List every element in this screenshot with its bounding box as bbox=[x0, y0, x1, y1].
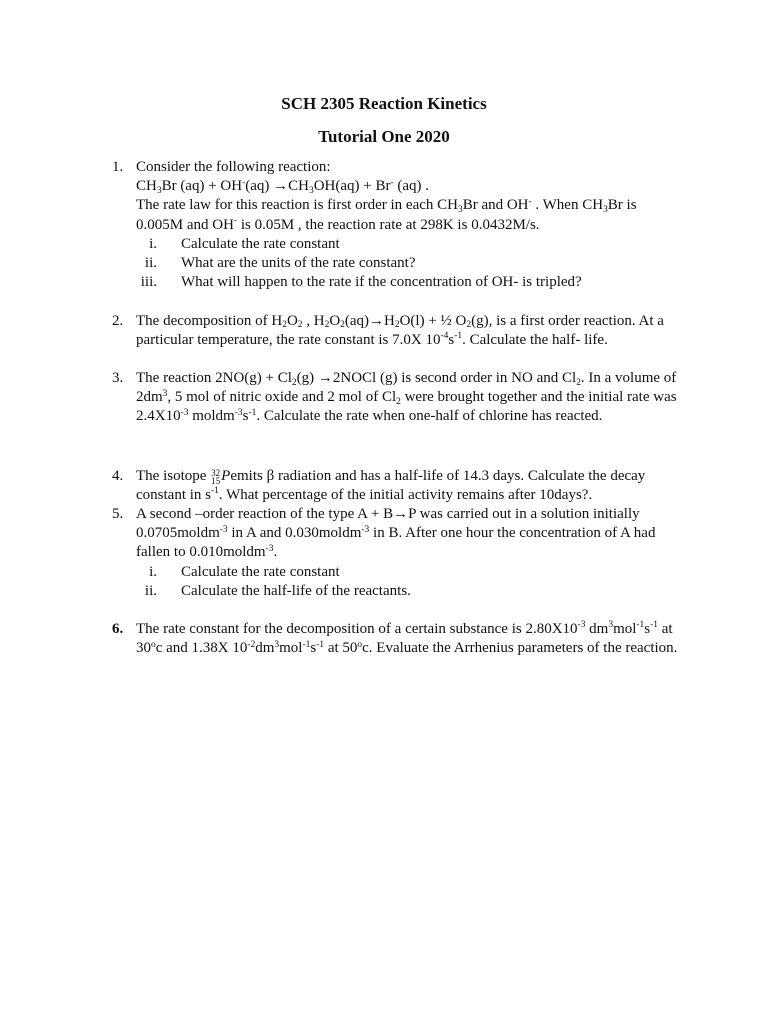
superscript: 3 bbox=[274, 639, 280, 650]
text-run: A second –order reaction of the type A + B→P was carried out in a solution initially bbox=[136, 506, 640, 522]
subscript: 2 bbox=[291, 377, 297, 388]
question-text-line bbox=[136, 639, 768, 658]
question-number: 5. bbox=[112, 506, 124, 522]
question-text-line bbox=[136, 524, 768, 543]
superscript: -3 bbox=[265, 543, 274, 554]
question-number: 2. bbox=[112, 312, 124, 329]
question-4 bbox=[0, 467, 768, 505]
question-text-line bbox=[136, 543, 768, 562]
superscript: -1 bbox=[316, 639, 325, 650]
subquestion-numeral: ii. bbox=[144, 254, 157, 271]
text-run: were brought together and the initial rate was bbox=[400, 389, 677, 406]
superscript: -2 bbox=[247, 639, 256, 650]
element-symbol: P bbox=[221, 467, 231, 484]
isotope-notation bbox=[211, 469, 220, 485]
superscript: 3 bbox=[608, 620, 614, 631]
question-6 bbox=[0, 620, 768, 658]
text-run: s bbox=[310, 640, 317, 657]
subscript: 3 bbox=[309, 186, 314, 197]
question-number: 1. bbox=[112, 159, 124, 175]
subquestion-text: What are the units of the rate constant? bbox=[181, 254, 416, 271]
text-run: O bbox=[286, 312, 298, 329]
superscript: - bbox=[242, 177, 246, 188]
subquestion-text: Calculate the rate constant bbox=[181, 563, 340, 580]
question-text-line bbox=[136, 331, 768, 350]
question-list bbox=[0, 158, 768, 659]
subquestion bbox=[136, 235, 768, 254]
question-1 bbox=[0, 158, 768, 292]
subscript: 2 bbox=[340, 320, 345, 331]
text-run: at 50 bbox=[324, 640, 358, 657]
text-run: is 0.05M , the reaction rate at 298K is 0.0432M/s. bbox=[237, 216, 540, 233]
question-5 bbox=[0, 505, 768, 601]
text-run: The isotope bbox=[136, 467, 211, 484]
text-run: (g) →2NOCl (g) is second order in NO and Cl bbox=[296, 370, 577, 387]
subquestion-text: Calculate the half-life of the reactants. bbox=[181, 582, 411, 599]
text-run: (aq)→H bbox=[344, 312, 395, 329]
text-run: Br and OH bbox=[462, 197, 529, 214]
subscript: 2 bbox=[394, 320, 400, 331]
superscript: -4 bbox=[440, 331, 449, 342]
subscript: 2 bbox=[282, 320, 287, 331]
text-run: . What percentage of the initial activity remains after 10days?. bbox=[218, 486, 593, 503]
subquestion-text: Calculate the rate constant bbox=[181, 235, 340, 252]
text-run: fallen to 0.010moldm bbox=[136, 544, 266, 561]
text-run: O bbox=[329, 312, 341, 329]
text-run: O(l) + ½ O bbox=[399, 312, 467, 329]
text-run: . Calculate the rate when one-half of chlorine has reacted. bbox=[256, 408, 603, 425]
question-number: 6. bbox=[112, 621, 124, 638]
question-text-line bbox=[136, 312, 768, 331]
subquestion bbox=[136, 563, 768, 582]
question-text-line bbox=[136, 505, 768, 524]
superscript: -3 bbox=[219, 524, 228, 535]
text-run: 2dm bbox=[136, 389, 163, 406]
text-run: c and 1.38X 10 bbox=[155, 640, 248, 657]
text-run: s bbox=[242, 408, 249, 425]
text-run: The reaction 2NO(g) + Cl bbox=[136, 370, 292, 387]
superscript: -3 bbox=[361, 524, 370, 535]
text-run: (g), is a first order reaction. At a bbox=[471, 312, 664, 329]
text-run: The rate constant for the decomposition of a certain substance is 2.80X10 bbox=[136, 621, 578, 638]
subquestion-numeral: ii. bbox=[144, 582, 157, 599]
superscript: - bbox=[528, 196, 532, 207]
subquestion bbox=[136, 254, 768, 273]
document-title: SCH 2305 Reaction Kinetics bbox=[281, 94, 487, 113]
text-run: Consider the following reaction: bbox=[136, 159, 331, 175]
text-run: c. Evaluate the Arrhenius parameters of the reaction. bbox=[362, 640, 678, 657]
subquestion-numeral: i. bbox=[149, 563, 157, 580]
question-text-line bbox=[136, 388, 768, 407]
question-text-line bbox=[136, 369, 768, 388]
subscript: 2 bbox=[466, 320, 472, 331]
superscript: -1 bbox=[454, 331, 463, 342]
question-2 bbox=[0, 312, 768, 350]
text-run: mol bbox=[279, 640, 303, 657]
subquestion-numeral: iii. bbox=[140, 274, 157, 291]
text-run: , H bbox=[302, 312, 325, 329]
text-run: constant in s bbox=[136, 486, 211, 503]
text-run: dm bbox=[255, 640, 275, 657]
text-run: CH bbox=[136, 178, 157, 195]
text-run: (aq) →CH bbox=[245, 178, 309, 195]
superscript: - bbox=[233, 215, 238, 226]
text-run: dm bbox=[585, 621, 609, 638]
superscript: - bbox=[390, 177, 394, 188]
superscript: -1 bbox=[302, 639, 311, 650]
text-run: moldm bbox=[188, 408, 235, 425]
subscript: 3 bbox=[603, 205, 608, 216]
text-run: s bbox=[644, 621, 651, 638]
question-text-line bbox=[136, 177, 768, 196]
text-run: OH(aq) + Br bbox=[313, 178, 391, 195]
text-run: 0.005M and OH bbox=[136, 216, 234, 233]
text-run: s bbox=[448, 331, 455, 348]
text-run: , 5 mol of nitric oxide and 2 mol of Cl bbox=[167, 389, 397, 406]
text-run: . When CH bbox=[531, 197, 604, 214]
superscript: o bbox=[357, 639, 363, 650]
subquestion-numeral: i. bbox=[149, 235, 157, 252]
question-text-line bbox=[136, 467, 768, 486]
superscript: -1 bbox=[636, 620, 645, 631]
subscript: 2 bbox=[324, 320, 330, 331]
document-subtitle: Tutorial One 2020 bbox=[318, 127, 450, 146]
text-run: at bbox=[658, 621, 673, 638]
text-run: mol bbox=[613, 621, 637, 638]
atomic-number: 15 bbox=[211, 475, 221, 486]
text-run: . Calculate the half- life. bbox=[462, 331, 608, 348]
question-number: 4. bbox=[112, 467, 124, 484]
superscript: -3 bbox=[577, 620, 586, 631]
subscript: 2 bbox=[576, 377, 581, 388]
question-text-line bbox=[136, 620, 768, 639]
subquestion bbox=[136, 273, 768, 292]
question-text-line bbox=[136, 407, 768, 426]
subscript: 3 bbox=[457, 205, 463, 216]
text-run: . bbox=[273, 544, 278, 561]
superscript: 3 bbox=[162, 388, 168, 399]
superscript: o bbox=[151, 639, 156, 650]
question-text-line bbox=[136, 216, 768, 235]
text-run: in A and 0.030moldm bbox=[227, 525, 362, 542]
subscript: 2 bbox=[297, 320, 303, 331]
question-text-line bbox=[136, 158, 768, 177]
text-run: Br (aq) + OH bbox=[161, 178, 243, 195]
mass-number: 32 bbox=[211, 467, 221, 478]
subscript: 3 bbox=[156, 186, 162, 197]
superscript: -3 bbox=[180, 407, 189, 418]
text-run: in B. After one hour the concentration of A had bbox=[369, 525, 656, 542]
question-text-line bbox=[136, 486, 768, 505]
text-run: 2.4X10 bbox=[136, 408, 181, 425]
text-run: emits β radiation and has a half-life of 14.3 days. Calculate the decay bbox=[230, 467, 646, 484]
text-run: Br is bbox=[607, 197, 637, 214]
subquestion bbox=[136, 582, 768, 601]
superscript: -1 bbox=[211, 486, 219, 497]
text-run: particular temperature, the rate constant is 7.0X 10 bbox=[136, 331, 441, 348]
text-run: The decomposition of H bbox=[136, 312, 283, 329]
superscript: -3 bbox=[234, 407, 243, 418]
text-run: 30 bbox=[136, 640, 151, 657]
subquestion-text: What will happen to the rate if the concentration of OH- is tripled? bbox=[181, 274, 582, 291]
subscript: 2 bbox=[396, 397, 401, 408]
text-run: 0.0705moldm bbox=[136, 525, 220, 542]
text-run: . In a volume of bbox=[580, 370, 677, 387]
text-run: The rate law for this reaction is first order in each CH bbox=[136, 197, 458, 214]
question-3 bbox=[0, 369, 768, 427]
text-run: (aq) . bbox=[393, 178, 430, 195]
question-number: 3. bbox=[112, 370, 124, 387]
superscript: -1 bbox=[248, 407, 257, 418]
question-text-line bbox=[136, 196, 768, 215]
superscript: -1 bbox=[650, 620, 658, 631]
